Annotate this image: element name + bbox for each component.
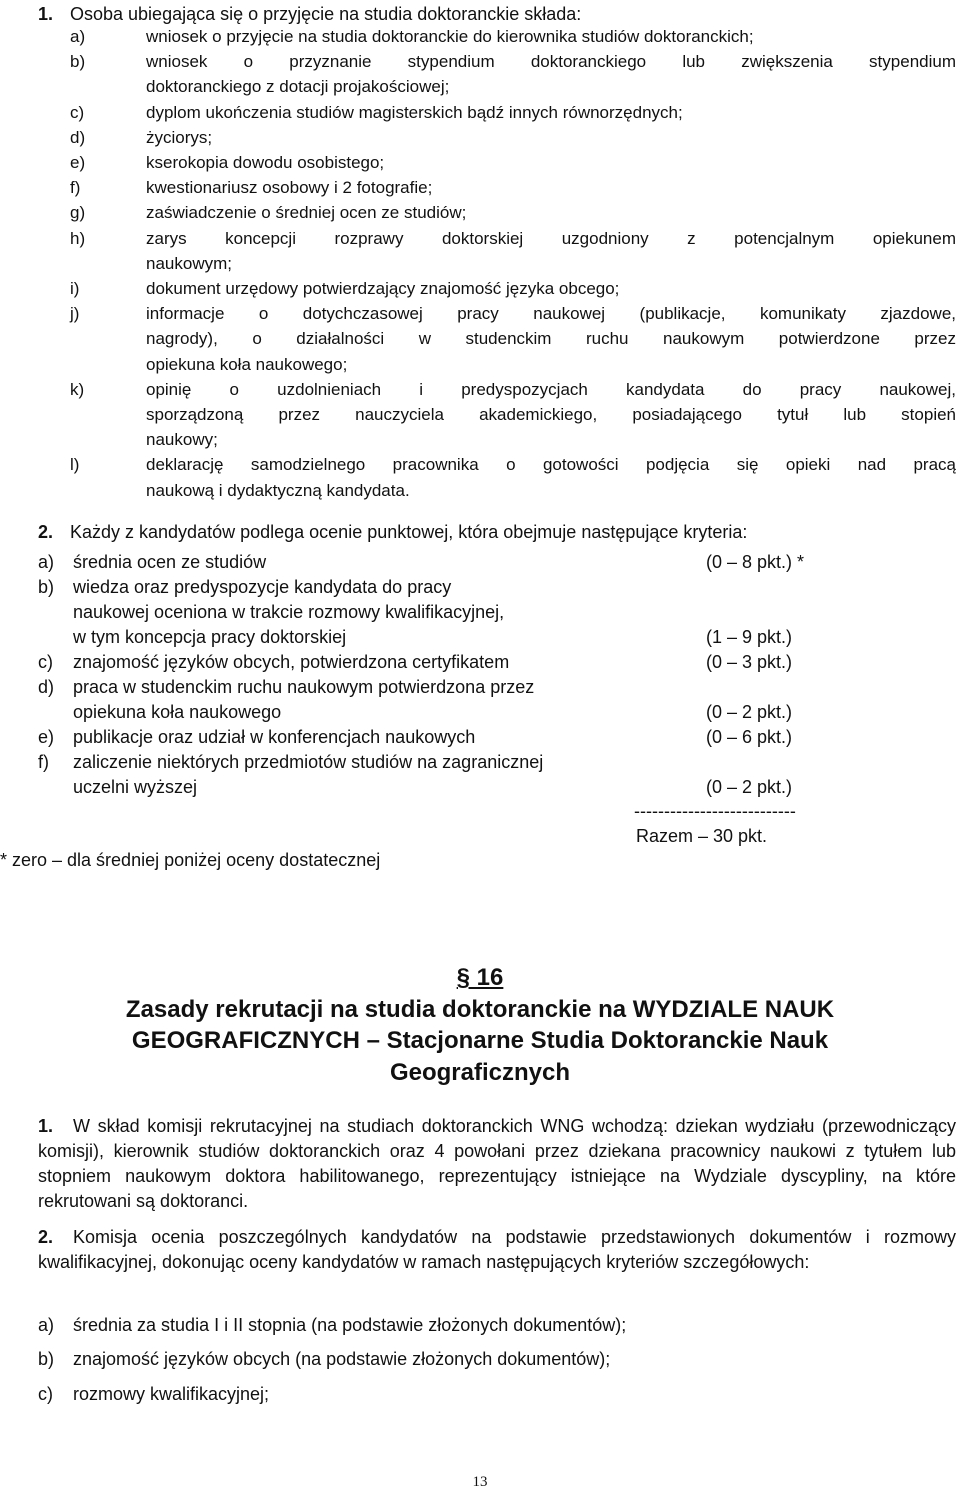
list-item <box>0 377 960 453</box>
list-item-line: kwestionariusz osobowy i 2 fotografie; <box>146 178 433 198</box>
paragraph-mark: § 16 <box>456 964 504 991</box>
criterion-label: b) <box>38 577 55 597</box>
criterion-label: d) <box>38 677 55 697</box>
section2-heading <box>38 520 747 545</box>
list-item-label: j) <box>70 304 80 324</box>
list-item-label: l) <box>70 455 80 475</box>
list-item-label: i) <box>70 279 80 299</box>
criterion-line: naukowej oceniona w trakcie rozmowy kwalifikacyjnej, <box>73 602 505 622</box>
criterion-points: (0 – 3 pkt.) <box>706 652 793 672</box>
criterion-line: uczelni wyższej <box>73 777 198 797</box>
criterion-points: (0 – 8 pkt.) * <box>706 552 805 572</box>
list-item-label: e) <box>70 153 86 173</box>
list-item-line: dokument urzędowy potwierdzający znajomość języka obcego; <box>146 279 620 299</box>
criterion-line: wiedza oraz predyspozycje kandydata do pracy <box>73 577 452 597</box>
list-item-label: b) <box>70 52 86 72</box>
section1-number: 1. <box>38 4 54 24</box>
section-16-heading <box>0 962 960 1088</box>
criterion-text: średnia za studia I i II stopnia (na podstawie złożonych dokumentów); <box>73 1315 627 1335</box>
criterion-points: (0 – 2 pkt.) <box>706 777 793 797</box>
section1-heading-text: Osoba ubiegająca się o przyjęcie na studia doktoranckie składa: <box>70 4 582 24</box>
list-item-line: kserokopia dowodu osobistego; <box>146 153 385 173</box>
section1-list <box>0 24 960 503</box>
criterion-row <box>38 575 938 650</box>
criterion-row <box>38 750 938 800</box>
list-item-line: wniosek o przyjęcie na studia doktoranckie do kierownika studiów doktoranckich; <box>146 27 754 46</box>
criterion-points: (1 – 9 pkt.) <box>706 627 793 647</box>
list-item-line: dyplom ukończenia studiów magisterskich bądź innych równorzędnych; <box>146 102 683 122</box>
heading-line-2: GEOGRAFICZNYCH – Stacjonarne Studia Doktoranckie Nauk <box>131 1027 829 1054</box>
list-item <box>0 301 960 377</box>
list-item-line: deklarację samodzielnego pracownika o gotowości podjęcia się opieki nad pracą <box>146 455 956 475</box>
criterion-label: c) <box>38 652 53 672</box>
section1-heading <box>38 2 581 26</box>
list-item <box>0 125 960 150</box>
criterion-label: a) <box>38 552 55 572</box>
criterion-text: rozmowy kwalifikacyjnej; <box>73 1384 270 1404</box>
paragraph-1 <box>38 1114 956 1214</box>
list-item-line: naukową i dydaktyczną kandydata. <box>146 480 410 500</box>
criterion-line: praca w studenckim ruchu naukowym potwierdzona przez <box>73 677 535 697</box>
criterion-line: opiekuna koła naukowego <box>73 702 282 722</box>
criterion-text: znajomość języków obcych (na podstawie złożonych dokumentów); <box>73 1349 611 1369</box>
list-item <box>0 200 960 225</box>
list-item <box>0 276 960 301</box>
paragraph-2-number: 2. <box>38 1227 54 1247</box>
section2-heading-text: Każdy z kandydatów podlega ocenie punktowej, która obejmuje następujące kryteria: <box>70 522 748 542</box>
list-item <box>0 49 960 99</box>
criterion-item <box>38 1382 269 1407</box>
list-item <box>0 452 960 502</box>
criterion-row <box>38 550 938 575</box>
list-item-label: f) <box>70 178 81 198</box>
list-item-line: zaświadczenie o średniej ocen ze studiów; <box>146 203 467 223</box>
list-item <box>0 150 960 175</box>
list-item-line: zarys koncepcji rozprawy doktorskiej uzgodniony z potencjalnym opiekunem <box>146 228 956 248</box>
list-item-line: sporządzoną przez nauczyciela akademickiego, posiadającego tytuł lub stopień <box>146 405 956 425</box>
list-item-line: informacje o dotychczasowej pracy naukowej (publikacje, komunikaty zjazdowe, <box>146 304 956 324</box>
criterion-label: e) <box>38 727 55 747</box>
criterion-row <box>38 725 938 750</box>
list-item-label: d) <box>70 127 86 147</box>
criterion-row <box>38 675 938 725</box>
page-number: 13 <box>472 1474 488 1490</box>
section2-number: 2. <box>38 522 54 542</box>
total-separator: --------------------------- <box>634 801 796 821</box>
criterion-points: (0 – 6 pkt.) <box>706 727 793 747</box>
criterion-item <box>38 1313 626 1338</box>
list-item-line: życiorys; <box>146 127 213 147</box>
list-item <box>0 100 960 125</box>
paragraph-1-number: 1. <box>38 1116 54 1136</box>
criterion-line: średnia ocen ze studiów <box>73 552 267 572</box>
criterion-line: publikacje oraz udział w konferencjach naukowych <box>73 727 476 747</box>
criterion-row <box>38 650 938 675</box>
criterion-label: a) <box>38 1315 55 1335</box>
list-item-line: opiekuna koła naukowego; <box>146 354 348 374</box>
paragraph-1-text: W skład komisji rekrutacyjnej na studiach doktoranckich WNG wchodzą: dziekan wydziału (przewodniczący komisji), kierownik studiów doktoranckich oraz 4 powołani przez dziekana pracownicy naukowi z tytułem lub stopniem naukowym doktora habilitowanego, reprezentujący istniejące na Wydziale dyscypliny, na które rekrutowani są doktoranci. <box>38 1116 956 1211</box>
list-item-line: opinię o uzdolnieniach i predyspozycjach kandydata do pracy naukowej, <box>146 379 956 399</box>
heading-line-3: Geograficznych <box>389 1058 571 1086</box>
criterion-points: (0 – 2 pkt.) <box>706 702 793 722</box>
criterion-label: f) <box>38 752 49 772</box>
paragraph-2-text: Komisja ocenia poszczególnych kandydatów na podstawie przedstawionych dokumentów i rozmowy kwalifikacyjnej, dokonując oceny kandydatów w ramach następujących kryteriów szczegółowych: <box>38 1227 956 1272</box>
list-item-line: wniosek o przyznanie stypendium doktoranckiego lub zwiększenia stypendium <box>146 52 956 72</box>
criterion-line: znajomość języków obcych, potwierdzona certyfikatem <box>73 652 510 672</box>
list-item-label: h) <box>70 228 86 248</box>
criterion-item <box>38 1347 610 1372</box>
list-item <box>0 175 960 200</box>
list-item-line: naukowy; <box>146 430 218 450</box>
total-points: Razem – 30 pkt. <box>636 826 768 846</box>
list-item-line: doktoranckiego z dotacji projakościowej; <box>146 77 450 97</box>
list-item <box>0 226 960 276</box>
criterion-label: c) <box>38 1384 53 1404</box>
list-item-label: c) <box>70 102 85 122</box>
list-item-label: k) <box>70 379 85 399</box>
list-item-line: naukowym; <box>146 253 232 273</box>
list-item-label: a) <box>70 27 86 46</box>
footnote: * zero – dla średniej poniżej oceny dostatecznej <box>0 850 381 870</box>
paragraph-2 <box>38 1225 956 1275</box>
criterion-label: b) <box>38 1349 55 1369</box>
list-item-label: g) <box>70 203 86 223</box>
criterion-line: zaliczenie niektórych przedmiotów studiów na zagranicznej <box>73 752 544 772</box>
criterion-line: w tym koncepcja pracy doktorskiej <box>73 627 347 647</box>
heading-line-1: Zasady rekrutacji na studia doktoranckie na WYDZIALE NAUK <box>125 995 835 1023</box>
list-item-line: nagrody), o działalności w studenckim ruchu naukowym potwierdzone przez <box>146 329 956 349</box>
list-item <box>0 24 960 49</box>
